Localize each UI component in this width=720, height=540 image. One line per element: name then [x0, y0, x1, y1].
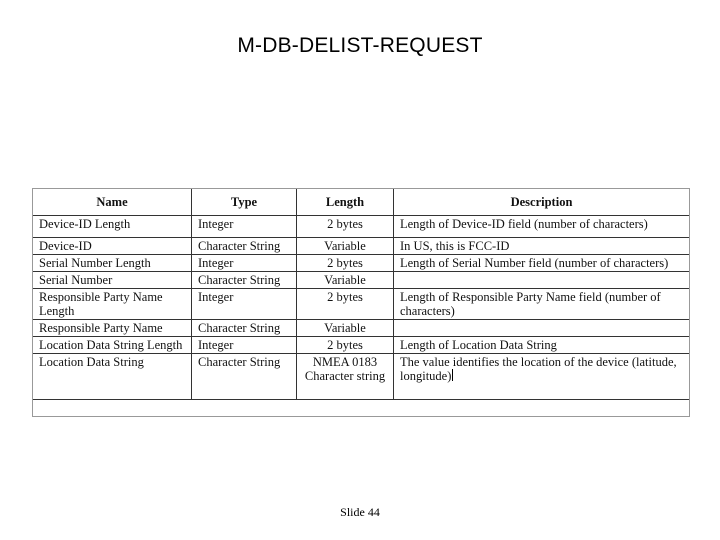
column-header-name: Name [33, 189, 192, 216]
column-header-length: Length [297, 189, 394, 216]
cell-name: Location Data String Length [33, 337, 192, 354]
cell-description: Length of Location Data String [394, 337, 690, 354]
cell-name: Responsible Party Name [33, 320, 192, 337]
column-header-description: Description [394, 189, 690, 216]
table-row [33, 337, 689, 354]
cell-type: Integer [192, 289, 297, 320]
cell-type: Integer [192, 255, 297, 272]
cell-name: Device-ID [33, 238, 192, 255]
table-header-row [33, 189, 689, 216]
text-cursor [452, 369, 453, 381]
cell-description: Length of Device-ID field (number of characters) [394, 216, 690, 238]
cell-description [394, 320, 690, 337]
table-row [33, 354, 689, 400]
fields-table-container [32, 188, 690, 417]
cell-type: Character String [192, 354, 297, 400]
cell-description: The value identifies the location of the device (latitude, longitude) [400, 355, 677, 383]
cell-description-wrapper [394, 354, 690, 400]
table-row [33, 320, 689, 337]
cell-length: 2 bytes [297, 289, 394, 320]
cell-type: Character String [192, 320, 297, 337]
cell-length: 2 bytes [297, 216, 394, 238]
cell-description: Length of Serial Number field (number of characters) [394, 255, 690, 272]
cell-length: 2 bytes [297, 255, 394, 272]
cell-length: 2 bytes [297, 337, 394, 354]
table-row [33, 255, 689, 272]
table-row [33, 216, 689, 238]
cell-type: Character String [192, 238, 297, 255]
cell-type: Integer [192, 216, 297, 238]
cell-description: In US, this is FCC-ID [394, 238, 690, 255]
cell-length: NMEA 0183 Character string [297, 354, 394, 400]
cell-length: Variable [297, 272, 394, 289]
cell-length: Variable [297, 320, 394, 337]
slide-number: Slide 44 [340, 505, 380, 519]
cell-description [394, 272, 690, 289]
cell-name: Device-ID Length [33, 216, 192, 238]
cell-name: Serial Number Length [33, 255, 192, 272]
cell-length: Variable [297, 238, 394, 255]
cell-type: Integer [192, 337, 297, 354]
fields-table [33, 189, 689, 400]
cell-name: Serial Number [33, 272, 192, 289]
cell-description: Length of Responsible Party Name field (number of characters) [394, 289, 690, 320]
table-row [33, 272, 689, 289]
cell-name: Responsible Party Name Length [33, 289, 192, 320]
slide-title: M-DB-DELIST-REQUEST [237, 34, 483, 57]
table-row [33, 238, 689, 255]
cell-name: Location Data String [33, 354, 192, 400]
cell-type: Character String [192, 272, 297, 289]
column-header-type: Type [192, 189, 297, 216]
table-row [33, 289, 689, 320]
